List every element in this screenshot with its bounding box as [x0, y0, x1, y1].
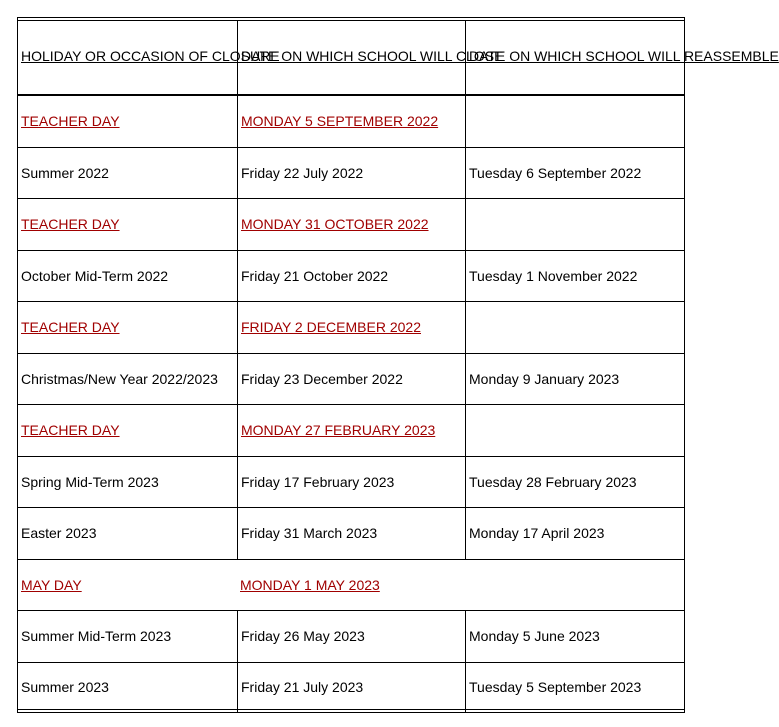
- close-date-cell: FRIDAY 2 DECEMBER 2022: [237, 301, 465, 353]
- close-date-cell: MONDAY 31 OCTOBER 2022: [237, 198, 465, 250]
- table-row: [17, 456, 685, 508]
- header-row: [17, 20, 685, 91]
- reassemble-date-cell: [465, 559, 685, 611]
- reassemble-date-cell: Monday 5 June 2023: [465, 610, 685, 662]
- close-date-cell: Friday 23 December 2022: [237, 353, 465, 405]
- close-date-cell: Friday 21 July 2023: [237, 662, 465, 714]
- occasion-cell: Spring Mid-Term 2023: [17, 456, 237, 508]
- table-row: [17, 353, 685, 405]
- table-row: [17, 559, 685, 611]
- reassemble-date-cell: [465, 404, 685, 456]
- table-row: [17, 404, 685, 456]
- occasion-cell: TEACHER DAY: [17, 198, 237, 250]
- table-row: [17, 250, 685, 302]
- close-date-cell: MONDAY 27 FEBRUARY 2023: [237, 404, 465, 456]
- occasion-cell: TEACHER DAY: [17, 95, 237, 147]
- close-date-cell: Friday 22 July 2022: [237, 147, 465, 199]
- header-occasion: HOLIDAY OR OCCASION OF CLOSURE: [17, 20, 237, 91]
- close-date-cell: Friday 31 March 2023: [237, 507, 465, 559]
- close-date-cell: Friday 21 October 2022: [237, 250, 465, 302]
- table-row: [17, 198, 685, 250]
- reassemble-date-cell: [465, 198, 685, 250]
- reassemble-date-cell: Tuesday 6 September 2022: [465, 147, 685, 199]
- reassemble-date-cell: [465, 301, 685, 353]
- occasion-cell: Summer Mid-Term 2023: [17, 610, 237, 662]
- occasion-cell: October Mid-Term 2022: [17, 250, 237, 302]
- table-row: [17, 662, 685, 714]
- occasion-cell: MAY DAY: [17, 559, 237, 611]
- occasion-cell: Summer 2023: [17, 662, 237, 714]
- close-date-cell: Friday 26 May 2023: [237, 610, 465, 662]
- occasion-cell: Summer 2022: [17, 147, 237, 199]
- close-date-cell: MONDAY 1 MAY 2023: [237, 559, 465, 611]
- close-date-cell: Friday 17 February 2023: [237, 456, 465, 508]
- table-row: [17, 610, 685, 662]
- table-row: [17, 507, 685, 559]
- header-close-date: DATE ON WHICH SCHOOL WILL CLOSE: [237, 20, 465, 91]
- reassemble-date-cell: Tuesday 5 September 2023: [465, 662, 685, 714]
- reassemble-date-cell: Tuesday 28 February 2023: [465, 456, 685, 508]
- reassemble-date-cell: Tuesday 1 November 2022: [465, 250, 685, 302]
- header-reassemble-date: DATE ON WHICH SCHOOL WILL REASSEMBLE: [465, 20, 685, 91]
- close-date-cell: MONDAY 5 SEPTEMBER 2022: [237, 95, 465, 147]
- occasion-cell: Christmas/New Year 2022/2023: [17, 353, 237, 405]
- table-row: [17, 301, 685, 353]
- table-row: [17, 95, 685, 147]
- reassemble-date-cell: Monday 17 April 2023: [465, 507, 685, 559]
- table-body: [17, 95, 685, 713]
- occasion-cell: TEACHER DAY: [17, 301, 237, 353]
- occasion-cell: Easter 2023: [17, 507, 237, 559]
- table-row: [17, 147, 685, 199]
- occasion-cell: TEACHER DAY: [17, 404, 237, 456]
- school-closure-table: [17, 20, 779, 713]
- reassemble-date-cell: [465, 95, 685, 147]
- reassemble-date-cell: Monday 9 January 2023: [465, 353, 685, 405]
